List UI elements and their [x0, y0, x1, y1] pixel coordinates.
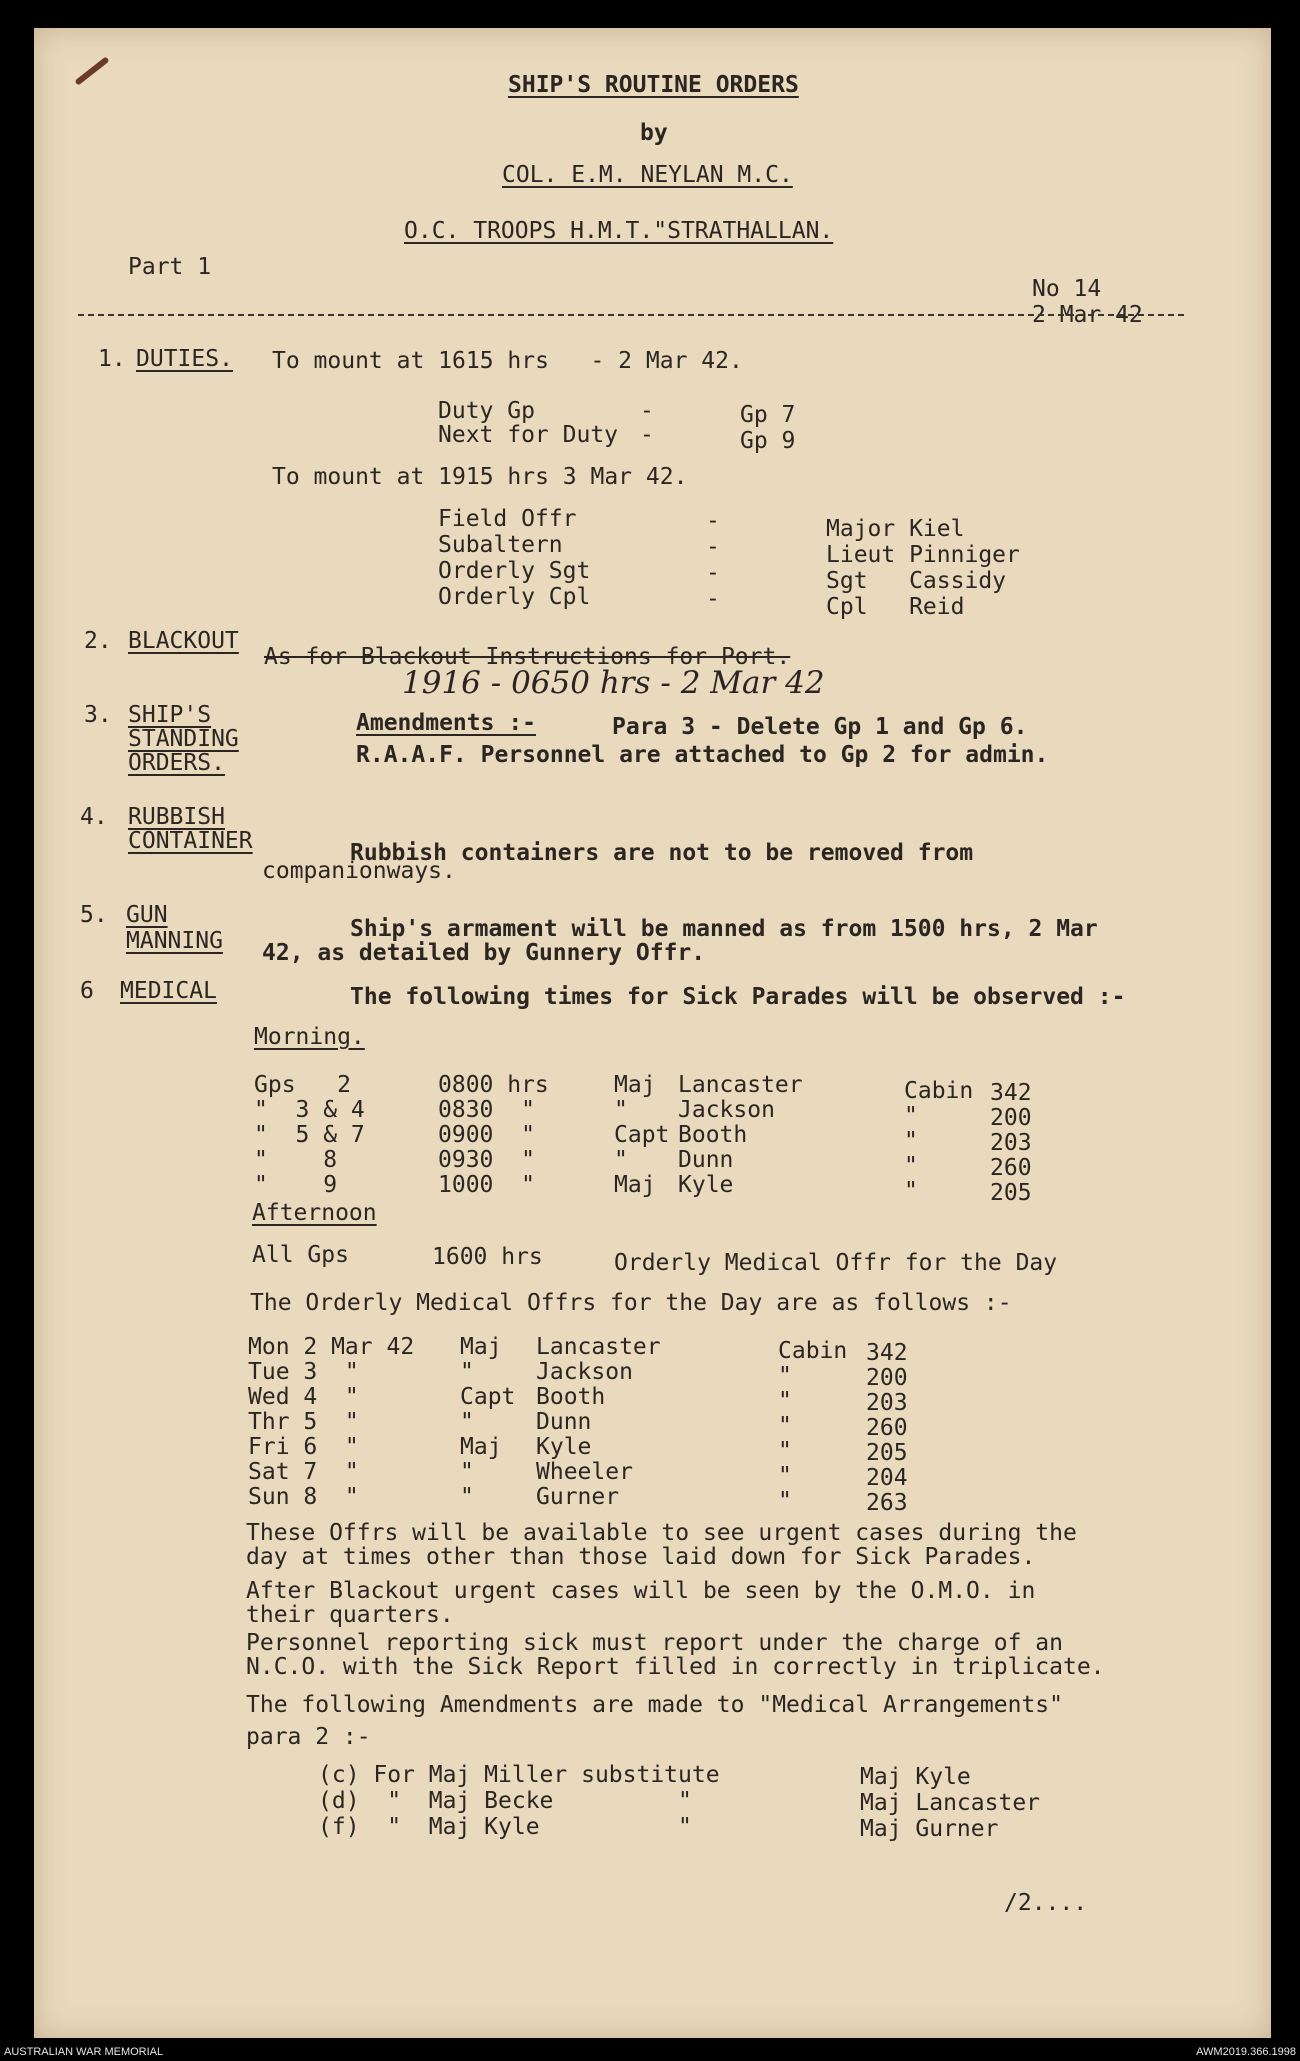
orderly-day: Sun 8 " [248, 1484, 359, 1510]
parade-gps: " 9 [254, 1172, 338, 1198]
section-heading: RUBBISH [128, 804, 225, 830]
parade-rank: Maj [614, 1072, 656, 1098]
duty-name: Sgt Cassidy [826, 568, 1007, 594]
afternoon-label: Afternoon [252, 1200, 377, 1226]
parade-cabin-label: " [904, 1178, 918, 1204]
orderly-day: Mon 2 Mar 42 [248, 1334, 415, 1360]
orderly-cabin-label: " [778, 1438, 792, 1464]
rubbish-text: companionways. [262, 858, 456, 884]
amendment-text: R.A.A.F. Personnel are attached to Gp 2 for admin. [356, 742, 1049, 768]
duty-role: Orderly Cpl [438, 584, 591, 610]
order-date: 2 Mar 42 [1032, 302, 1143, 328]
duty-dash: - [706, 586, 720, 612]
medical-para: day at times other than those laid down for Sick Parades. [246, 1544, 1036, 1570]
orderly-rank: " [460, 1459, 474, 1485]
section-heading-medical: MEDICAL [120, 978, 217, 1004]
orderly-day: Wed 4 " [248, 1384, 359, 1410]
orderly-cabin: 203 [866, 1390, 908, 1416]
section-heading: MANNING [126, 928, 223, 954]
author: COL. E.M. NEYLAN M.C. [502, 162, 793, 188]
duty-dash: - [706, 508, 720, 534]
duty-role: Orderly Sgt [438, 558, 591, 584]
section-heading: GUN [126, 902, 168, 928]
amendment-line: (c) For Maj Miller substitute [318, 1762, 720, 1788]
gun-text: 42, as detailed by Gunnery Offr. [262, 940, 706, 966]
parade-doctor: Lancaster [678, 1072, 803, 1098]
amendment-line: (f) " Maj Kyle " [318, 1814, 692, 1840]
orderly-cabin-label: " [778, 1488, 792, 1514]
orderly-intro: The Orderly Medical Offrs for the Day are as follows :- [250, 1290, 1012, 1316]
document-page [34, 28, 1271, 2038]
item-number: 2. [84, 628, 112, 654]
orderly-rank: Capt [460, 1384, 516, 1410]
medical-para: para 2 :- [246, 1724, 371, 1750]
parade-cabin-label: " [904, 1128, 918, 1154]
parade-cabin-label: " [904, 1153, 918, 1179]
orderly-cabin-label: " [778, 1463, 792, 1489]
orderly-doctor: Dunn [536, 1409, 592, 1435]
medical-para: After Blackout urgent cases will be seen by the O.M.O. in [246, 1578, 1036, 1604]
afternoon-who: Orderly Medical Offr for the Day [614, 1250, 1058, 1276]
document-title: SHIP'S ROUTINE ORDERS [508, 72, 799, 98]
amendment-line: (d) " Maj Becke " [318, 1788, 692, 1814]
item-number: 6 [80, 978, 94, 1004]
duty-dash: - [706, 534, 720, 560]
medical-para: The following Amendments are made to "Medical Arrangements" [246, 1692, 1063, 1718]
struck-text: As for Blackout Instructions for Port. [264, 644, 791, 670]
orderly-cabin: 263 [866, 1490, 908, 1516]
section-heading-blackout: BLACKOUT [128, 628, 239, 654]
medical-para: These Offrs will be available to see urgent cases during the [246, 1520, 1077, 1546]
next-duty-label: Next for Duty [438, 422, 619, 448]
parade-time: 1000 " [438, 1172, 535, 1198]
duty-gp-label: Duty Gp [438, 398, 535, 424]
parade-time: 0900 " [438, 1122, 535, 1148]
orderly-rank: Maj [460, 1434, 502, 1460]
orderly-cabin: 204 [866, 1465, 908, 1491]
parade-rank: " [614, 1147, 628, 1173]
parade-cabin-label: " [904, 1103, 918, 1129]
orderly-cabin-label: Cabin [778, 1338, 848, 1364]
duty-name: Cpl Reid [826, 594, 965, 620]
gun-text: Ship's armament will be manned as from 1500 hrs, 2 Mar [350, 916, 1098, 942]
parade-doctor: Kyle [678, 1172, 734, 1198]
orderly-doctor: Wheeler [536, 1459, 633, 1485]
medical-para: their quarters. [246, 1602, 454, 1628]
amendments-label: Amendments :- [356, 710, 537, 736]
orderly-cabin-label: " [778, 1388, 792, 1414]
parade-cabin: 260 [990, 1155, 1032, 1181]
parade-cabin-label: Cabin [904, 1078, 974, 1104]
parade-cabin: 205 [990, 1180, 1032, 1206]
section-heading-duties: DUTIES. [136, 346, 233, 372]
unit: O.C. TROOPS H.M.T."STRATHALLAN. [404, 218, 834, 244]
parade-gps: Gps 2 [254, 1072, 351, 1098]
duty-name: Lieut Pinniger [826, 542, 1020, 568]
parade-cabin: 203 [990, 1130, 1032, 1156]
footer-right: AWM2019.366.1998 [1196, 2046, 1296, 2058]
section-heading: STANDING [128, 726, 239, 752]
duties-line: To mount at 1615 hrs - 2 Mar 42. [272, 348, 743, 374]
orderly-rank: Maj [460, 1334, 502, 1360]
parade-cabin: 200 [990, 1105, 1032, 1131]
parade-gps: " 5 & 7 [254, 1122, 365, 1148]
amendment-name: Maj Kyle [860, 1764, 971, 1790]
orderly-rank: " [460, 1409, 474, 1435]
orderly-doctor: Lancaster [536, 1334, 661, 1360]
afternoon-time: 1600 hrs [432, 1244, 543, 1270]
amendment-text: Para 3 - Delete Gp 1 and Gp 6. [612, 714, 1028, 740]
duty-gp-dash: - [640, 398, 654, 424]
orderly-cabin-label: " [778, 1363, 792, 1389]
amendment-name: Maj Lancaster [860, 1790, 1041, 1816]
item-number: 4. [80, 804, 108, 830]
orderly-cabin-label: " [778, 1413, 792, 1439]
orderly-rank: " [460, 1359, 474, 1385]
amendment-name: Maj Gurner [860, 1816, 999, 1842]
medical-para: N.C.O. with the Sick Report filled in correctly in triplicate. [246, 1654, 1105, 1680]
orderly-cabin: 342 [866, 1340, 908, 1366]
parade-cabin: 342 [990, 1080, 1032, 1106]
section-heading: CONTAINER [128, 828, 253, 854]
orderly-cabin: 260 [866, 1415, 908, 1441]
duties-line: To mount at 1915 hrs 3 Mar 42. [272, 464, 688, 490]
section-heading: SHIP'S [128, 702, 212, 728]
orderly-doctor: Jackson [536, 1359, 633, 1385]
by-line: by [640, 120, 668, 146]
orderly-cabin: 205 [866, 1440, 908, 1466]
orderly-day: Tue 3 " [248, 1359, 359, 1385]
parade-doctor: Jackson [678, 1097, 775, 1123]
orderly-day: Thr 5 " [248, 1409, 359, 1435]
item-number: 3. [84, 702, 112, 728]
parade-gps: " 8 [254, 1147, 338, 1173]
afternoon-gps: All Gps [252, 1242, 349, 1268]
orderly-day: Sat 7 " [248, 1459, 359, 1485]
orderly-doctor: Kyle [536, 1434, 592, 1460]
next-duty-dash: - [640, 422, 654, 448]
divider [78, 314, 1184, 316]
handwritten-note: 1916 - 0650 hrs - 2 Mar 42 [402, 665, 825, 701]
orderly-cabin: 200 [866, 1365, 908, 1391]
parade-time: 0930 " [438, 1147, 535, 1173]
duty-gp-value: Gp 7 [740, 402, 796, 428]
morning-label: Morning. [254, 1024, 365, 1050]
parade-time: 0800 hrs [438, 1072, 549, 1098]
parade-gps: " 3 & 4 [254, 1097, 365, 1123]
duty-dash: - [706, 560, 720, 586]
duty-role: Subaltern [438, 532, 563, 558]
parade-rank: " [614, 1097, 628, 1123]
rubbish-text: Rubbish containers are not to be removed from [350, 840, 974, 866]
parade-doctor: Booth [678, 1122, 748, 1148]
parade-rank: Capt [614, 1122, 670, 1148]
next-duty-value: Gp 9 [740, 428, 796, 454]
medical-para: Personnel reporting sick must report under the charge of an [246, 1630, 1063, 1656]
continuation-mark: /2.... [1004, 1890, 1088, 1916]
orderly-day: Fri 6 " [248, 1434, 359, 1460]
parade-doctor: Dunn [678, 1147, 734, 1173]
item-number: 1. [98, 346, 126, 372]
parade-rank: Maj [614, 1172, 656, 1198]
duty-name: Major Kiel [826, 516, 965, 542]
orderly-rank: " [460, 1484, 474, 1510]
medical-intro: The following times for Sick Parades will be observed :- [350, 984, 1126, 1010]
footer-left: AUSTRALIAN WAR MEMORIAL [4, 2046, 164, 2058]
section-heading: ORDERS. [128, 750, 225, 776]
item-number: 5. [80, 902, 108, 928]
duty-role: Field Offr [438, 506, 577, 532]
part-label: Part 1 [128, 254, 212, 280]
orderly-doctor: Booth [536, 1384, 606, 1410]
orderly-doctor: Gurner [536, 1484, 620, 1510]
parade-time: 0830 " [438, 1097, 535, 1123]
order-number: No 14 [1032, 276, 1102, 302]
